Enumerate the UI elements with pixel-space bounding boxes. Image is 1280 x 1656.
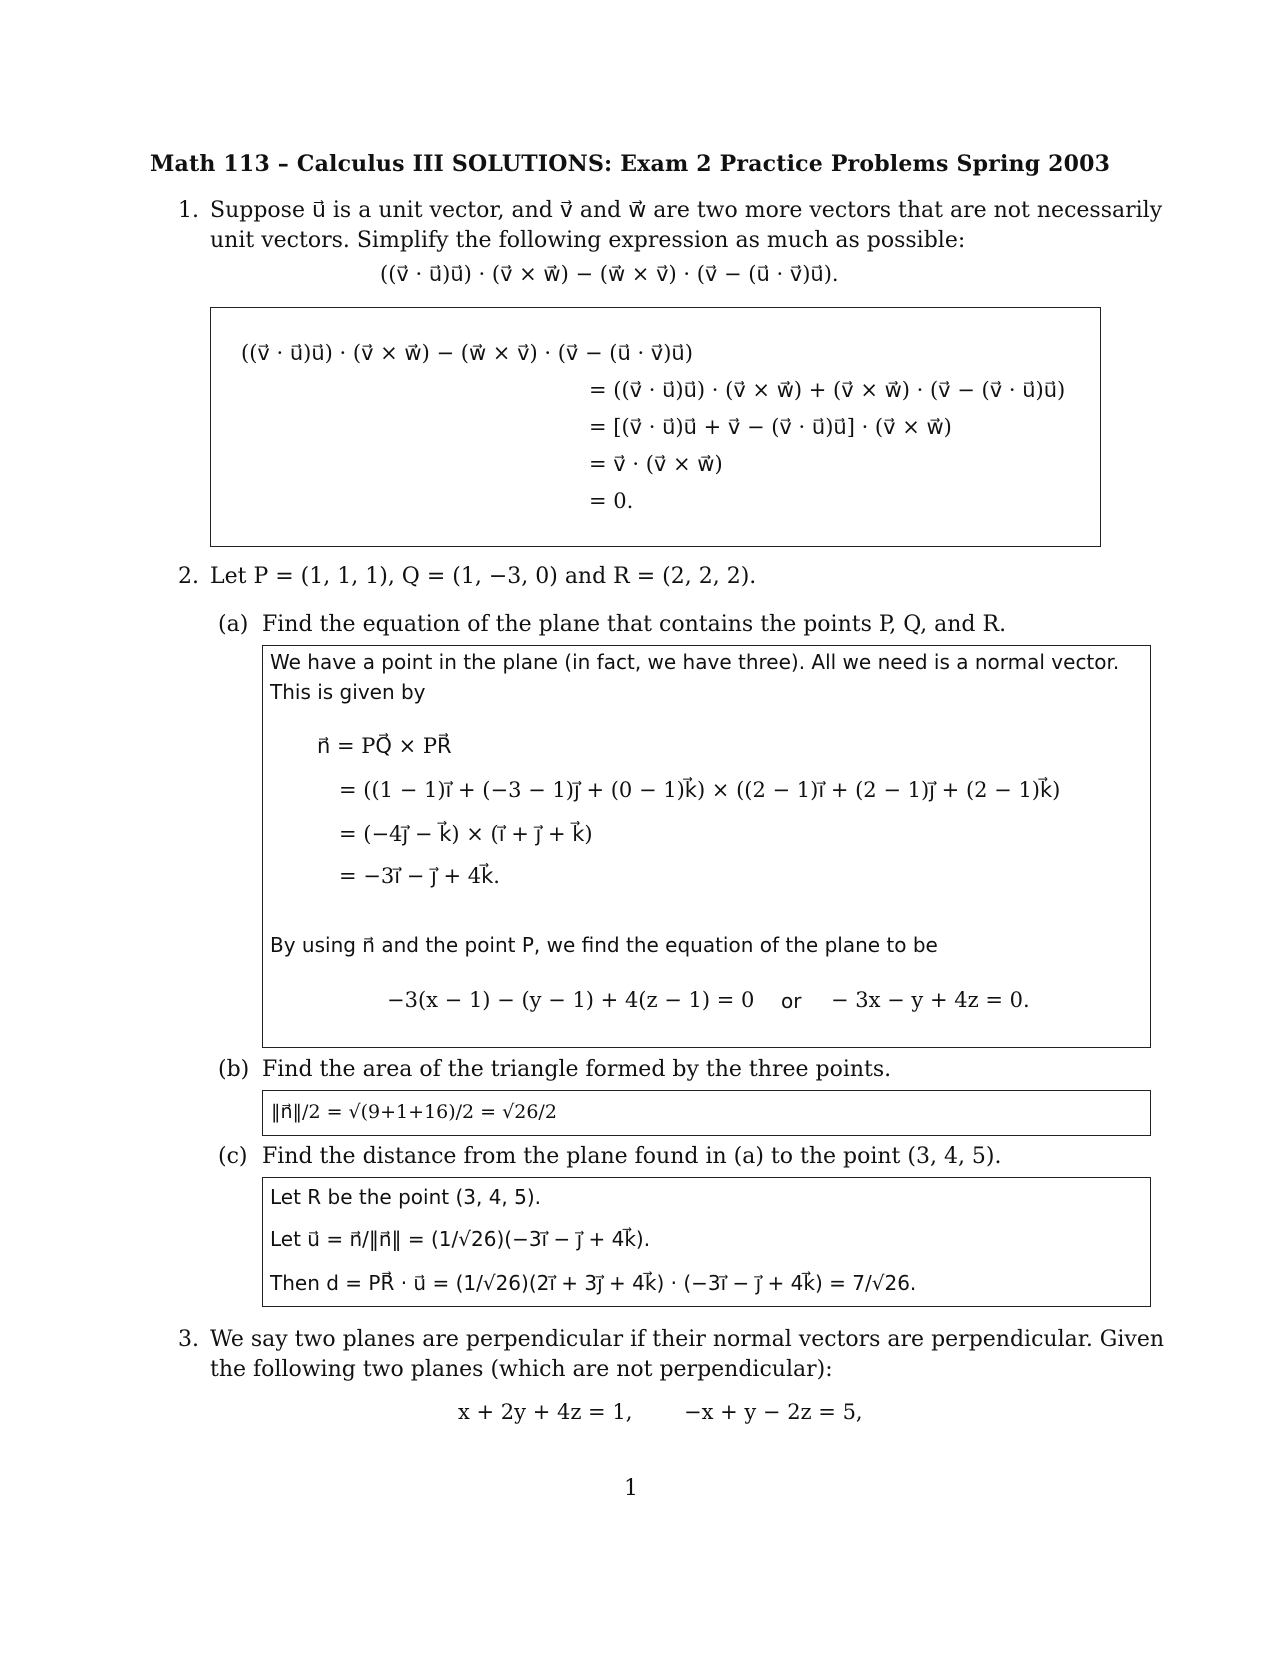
problem-1-number: 1. bbox=[178, 198, 199, 223]
part-c-line-2: Let u⃗ = n⃗/‖n⃗‖ = (1/√26)(−3i⃗ − j⃗ + 4k⃗). bbox=[270, 1227, 651, 1251]
part-c-line-1: Let R be the point (3, 4, 5). bbox=[270, 1185, 542, 1209]
part-a-final-eq-left: −3(x − 1) − (y − 1) + 4(z − 1) = 0 bbox=[387, 988, 755, 1012]
problem-2-intro: Let P = (1, 1, 1), Q = (1, −3, 0) and R = (2, 2, 2). bbox=[210, 564, 757, 589]
page-number: 1 bbox=[624, 1476, 638, 1501]
problem-3-text-line1: We say two planes are perpendicular if their normal vectors are perpendicular. Given bbox=[210, 1327, 1165, 1352]
part-a-sol-text-3: By using n⃗ and the point P, we find the equation of the plane to be bbox=[270, 933, 938, 957]
problem-1-text-line2: unit vectors. Simplify the following expression as much as possible: bbox=[210, 228, 966, 253]
problem-1-solution-line-5: = 0. bbox=[589, 489, 634, 513]
part-a-sol-text-1: We have a point in the plane (in fact, we have three). All we need is a normal vector. bbox=[270, 650, 1120, 674]
page-title: Math 113 – Calculus III SOLUTIONS: Exam 2 Practice Problems Spring 2003 bbox=[150, 151, 1111, 177]
part-a-sol-text-2: This is given by bbox=[270, 680, 426, 704]
problem-3-text-line2: the following two planes (which are not perpendicular): bbox=[210, 1357, 833, 1382]
part-c-question: Find the distance from the plane found in (a) to the point (3, 4, 5). bbox=[262, 1144, 1002, 1169]
part-b-question: Find the area of the triangle formed by the three points. bbox=[262, 1057, 892, 1082]
part-a-eq-line-1: n⃗ = PQ⃗ × PR⃗ bbox=[317, 734, 452, 758]
problem-3-plane-1: x + 2y + 4z = 1, bbox=[458, 1400, 633, 1424]
problem-1-solution-line-1: ((v⃗ · u⃗)u⃗) · (v⃗ × w⃗) − (w⃗ × v⃗) · (v⃗ − (u⃗ · v⃗)u⃗) bbox=[241, 341, 693, 365]
problem-1-solution-line-3: = [(v⃗ · u⃗)u⃗ + v⃗ − (v⃗ · u⃗)u⃗] · (v⃗ × w⃗) bbox=[589, 415, 952, 439]
problem-1-text-line1: Suppose u⃗ is a unit vector, and v⃗ and w⃗ are two more vectors that are not necessarily bbox=[210, 198, 1163, 223]
problem-1-expression: ((v⃗ · u⃗)u⃗) · (v⃗ × w⃗) − (w⃗ × v⃗) · (v⃗ − (u⃗ · v⃗)u⃗). bbox=[380, 262, 839, 286]
part-b-label: (b) bbox=[218, 1057, 250, 1082]
part-a-question: Find the equation of the plane that contains the points P, Q, and R. bbox=[262, 612, 1007, 637]
problem-3-number: 3. bbox=[178, 1327, 199, 1352]
part-a-eq-line-2: = ((1 − 1)i⃗ + (−3 − 1)j⃗ + (0 − 1)k⃗) × ((2 − 1)i⃗ + (2 − 1)j⃗ + (2 − 1)k⃗) bbox=[339, 778, 1061, 802]
part-a-final-eq-right: − 3x − y + 4z = 0. bbox=[831, 988, 1030, 1012]
part-c-solution-box bbox=[262, 1177, 1151, 1307]
part-c-line-3: Then d = PR⃗ · u⃗ = (1/√26)(2i⃗ + 3j⃗ + 4k⃗) · (−3i⃗ − j⃗ + 4k⃗) = 7/√26. bbox=[270, 1271, 917, 1295]
part-a-eq-line-4: = −3i⃗ − j⃗ + 4k⃗. bbox=[339, 864, 500, 888]
part-b-solution-box bbox=[262, 1090, 1151, 1136]
part-a-label: (a) bbox=[218, 612, 249, 637]
problem-2-number: 2. bbox=[178, 564, 199, 589]
part-a-eq-line-3: = (−4j⃗ − k⃗) × (i⃗ + j⃗ + k⃗) bbox=[339, 822, 593, 846]
problem-1-solution-line-4: = v⃗ · (v⃗ × w⃗) bbox=[589, 452, 723, 476]
part-a-final-or: or bbox=[781, 989, 802, 1013]
part-c-label: (c) bbox=[218, 1144, 248, 1169]
part-b-solution: ‖n⃗‖/2 = √(9+1+16)/2 = √26/2 bbox=[271, 1101, 557, 1123]
part-a-solution-box bbox=[262, 645, 1151, 1048]
problem-1-solution-line-2: = ((v⃗ · u⃗)u⃗) · (v⃗ × w⃗) + (v⃗ × w⃗) · (v⃗ − (v⃗ · u⃗)u⃗) bbox=[589, 378, 1066, 402]
problem-3-plane-2: −x + y − 2z = 5, bbox=[684, 1400, 863, 1424]
problem-1-solution-box bbox=[210, 307, 1101, 547]
